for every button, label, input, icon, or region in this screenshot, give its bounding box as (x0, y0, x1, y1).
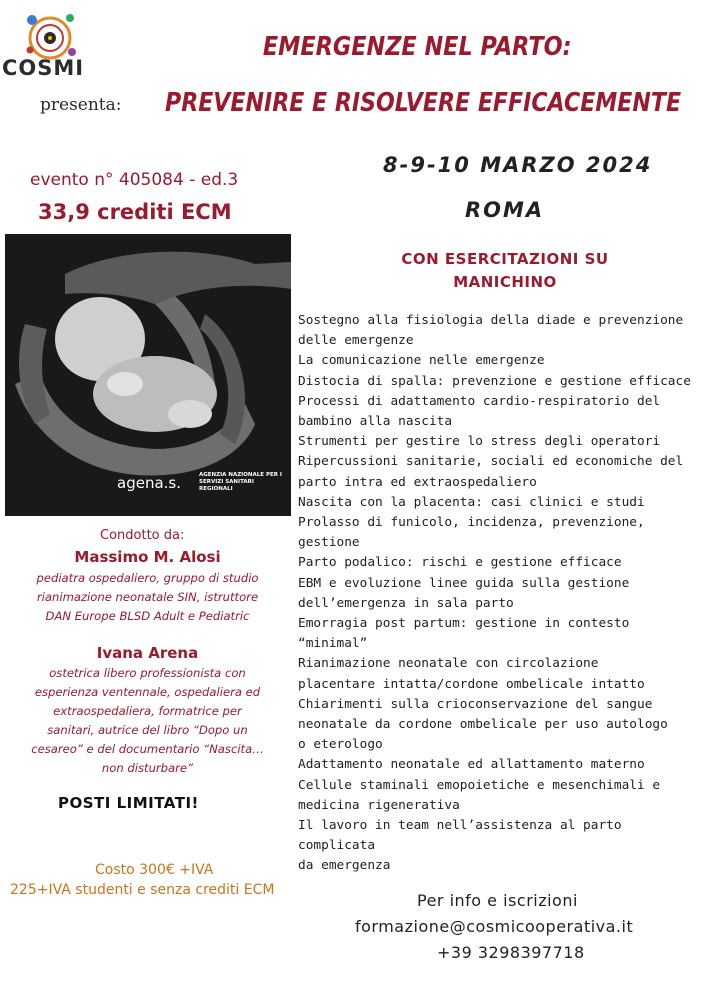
agenas-logo: agena.s. (117, 474, 181, 492)
topic-line: delle emergenze (298, 333, 414, 349)
info-label: Per info e iscrizioni (417, 891, 578, 910)
contact-email[interactable]: formazione@cosmicooperativa.it (355, 917, 634, 936)
cosmi-wordmark: COSMI (2, 56, 85, 80)
topic-line: Rianimazione neonatale con circolazione (298, 656, 599, 672)
topic-line: Cellule staminali emopoietiche e mesenchimali e (298, 777, 661, 793)
agenas-caption: AGENZIA NAZIONALE PER I SERVIZI SANITARI REGIONALI (199, 472, 282, 492)
speaker-name-1: Massimo M. Alosi (74, 548, 221, 566)
speaker-bio-1 (10, 569, 285, 626)
posti-limitati: POSTI LIMITATI! (58, 794, 199, 812)
topic-line: neonatale da cordone ombelicale per uso autologo (298, 717, 668, 733)
speaker-bio-line: esperienza ventennale, ospedaliera ed (34, 685, 261, 699)
title-line-1: EMERGENZE NEL PARTO: (262, 32, 572, 62)
newborn-hands-photo (5, 234, 291, 516)
topic-line: Sostegno alla fisiologia della diade e prevenzione (298, 313, 684, 328)
esercitazioni-line: MANICHINO (453, 273, 557, 291)
topic-line: placentare intatta/cordone ombelicale intatto (298, 676, 645, 692)
topic-line: Strumenti per gestire lo stress degli operatori (298, 434, 661, 450)
topic-line: Adattamento neonatale ed allattamento materno (298, 757, 645, 773)
condotto-label: Condotto da: (100, 528, 185, 543)
topic-line: bambino alla nascita (298, 414, 453, 430)
topic-line: Ripercussioni sanitarie, sociali ed economiche del (298, 454, 684, 470)
topic-line: Emorragia post partum: gestione in contesto (298, 616, 630, 632)
event-dates: 8-9-10 MARZO 2024 (383, 153, 653, 177)
speaker-bio-line: cesareo” e del documentario “Nascita… (31, 742, 264, 756)
topic-line: o eterologo (298, 737, 383, 753)
topic-line: Parto podalico: rischi e gestione efficace (298, 555, 622, 571)
ecm-credits: 33,9 crediti ECM (38, 200, 232, 224)
topic-line: dell’emergenza in sala parto (298, 595, 514, 611)
speaker-bio-2 (10, 664, 285, 778)
speaker-bio-line: rianimazione neonatale SIN, istruttore (36, 590, 259, 604)
topic-line: Processi di adattamento cardio-respiratorio del (298, 393, 661, 409)
presenta-label: presenta: (40, 95, 122, 115)
speaker-bio-line: DAN Europe BLSD Adult e Pediatric (45, 609, 250, 623)
speaker-bio-line: ostetrica libero professionista con (49, 666, 246, 680)
topic-line: da emergenza (298, 858, 391, 874)
speaker-name-2: Ivana Arena (96, 644, 199, 662)
topic-line: gestione (298, 535, 360, 551)
topic-line: Distocia di spalla: prevenzione e gestione efficace (298, 373, 691, 389)
event-city: ROMA (465, 198, 545, 222)
evento-number: evento n° 405084 - ed.3 (30, 170, 239, 190)
topic-line: Nascita con la placenta: casi clinici e studi (298, 494, 645, 510)
topic-line: Prolasso di funicolo, incidenza, prevenzione, (298, 515, 645, 531)
topic-line: EBM e evoluzione linee guida sulla gestione (298, 575, 630, 591)
topic-line: parto intra ed extraospedaliero (298, 474, 537, 490)
topic-line: medicina rigenerativa (298, 797, 460, 813)
title-line-2: PREVENIRE E RISOLVERE EFFICACEMENTE (165, 88, 682, 118)
price: Costo 300€ +IVA (95, 862, 214, 878)
speaker-bio-line: sanitari, autrice del libro “Dopo un (47, 723, 248, 737)
topic-line: Chiarimenti sulla crioconservazione del sangue (298, 696, 653, 712)
speaker-bio-line: extraospedaliera, formatrice per (53, 704, 242, 718)
speaker-bio-line: pediatra ospedaliero, gruppo di studio (36, 571, 259, 585)
student-price: 225+IVA studenti e senza crediti ECM (10, 882, 275, 898)
esercitazioni-line: CON ESERCITAZIONI SU (401, 250, 609, 268)
topic-line: Il lavoro in team nell’assistenza al parto complicata (298, 818, 622, 854)
topics-list (298, 311, 703, 877)
topic-line: “minimal” (298, 636, 368, 652)
speaker-bio-line: non disturbare” (101, 761, 194, 775)
topic-line: La comunicazione nelle emergenze (298, 353, 545, 369)
contact-phone[interactable]: +39 3298397718 (437, 943, 585, 962)
esercitazioni-heading (330, 248, 680, 294)
